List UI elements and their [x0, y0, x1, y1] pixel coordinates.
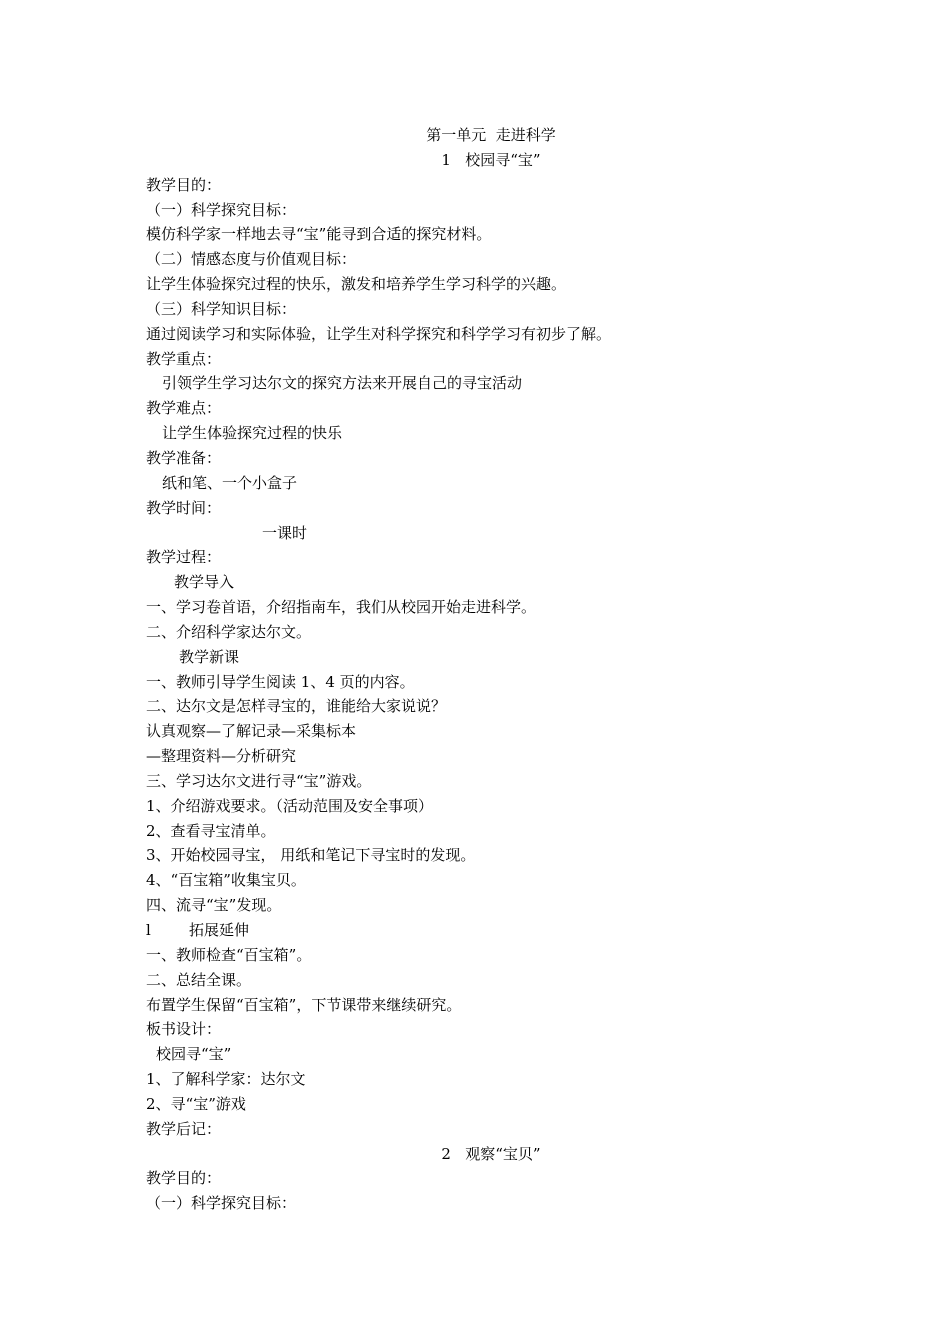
text-line: 教学过程： — [146, 548, 222, 567]
text-line: 一课时 — [262, 523, 308, 542]
text-line: （一）科学探究目标： — [146, 1194, 297, 1213]
unit-title: 第一单元 走进科学 — [426, 126, 556, 144]
text-line: 教学目的： — [146, 1169, 222, 1188]
text-line: 纸和笔、一个小盒子 — [162, 473, 298, 492]
text-line: 引领学生学习达尔文的探究方法来开展自己的寻宝活动 — [162, 374, 523, 393]
text-line: 教学新课 — [179, 647, 240, 666]
text-line: 2、寻“宝”游戏 — [146, 1094, 246, 1113]
text-line: 二、介绍科学家达尔文。 — [146, 622, 312, 641]
text-line: 二、达尔文是怎样寻宝的，谁能给大家说说？ — [146, 697, 447, 716]
text-line: 模仿科学家一样地去寻“宝”能寻到合适的探究材料。 — [146, 225, 492, 244]
text-line: l 拓展延伸 — [146, 921, 249, 939]
text-line: 教学难点： — [146, 399, 222, 418]
text-line: （二）情感态度与价值观目标： — [146, 250, 357, 269]
text-line: 布置学生保留“百宝箱”，下节课带来继续研究。 — [146, 995, 462, 1014]
text-line: 认真观察—了解记录—采集标本 — [146, 722, 357, 741]
text-line: 2、查看寻宝清单。 — [146, 821, 276, 840]
text-line: 一、教师引导学生阅读 1、4 页的内容。 — [146, 672, 415, 691]
text-line: 1、介绍游戏要求。（活动范围及安全事项） — [146, 796, 434, 815]
text-line: 一、学习卷首语，介绍指南车，我们从校园开始走进科学。 — [146, 598, 537, 617]
text-line: 三、学习达尔文进行寻“宝”游戏。 — [146, 771, 372, 790]
document-page — [146, 123, 806, 1216]
text-line: 让学生体验探究过程的快乐 — [162, 424, 343, 443]
text-line: （一）科学探究目标： — [146, 200, 297, 219]
text-line: 板书设计： — [146, 1020, 222, 1039]
text-line: 教学目的： — [146, 175, 222, 194]
text-line: 二、总结全课。 — [146, 970, 252, 989]
text-line: 校园寻“宝” — [156, 1045, 232, 1064]
text-line: 教学重点： — [146, 349, 222, 368]
text-line: 让学生体验探究过程的快乐，激发和培养学生学习科学的兴趣。 — [146, 275, 567, 294]
text-line: —整理资料—分析研究 — [146, 747, 297, 766]
text-line: （三）科学知识目标： — [146, 299, 297, 318]
text-line: 4、“百宝箱”收集宝贝。 — [146, 871, 306, 890]
text-line: 教学准备： — [146, 448, 222, 467]
text-line: 3、开始校园寻宝， 用纸和笔记下寻宝时的发现。 — [146, 846, 476, 865]
lesson-title: 1 校园寻“宝” — [441, 150, 541, 169]
text-line: 教学时间： — [146, 498, 222, 517]
text-line: 教学导入 — [174, 573, 235, 592]
text-line: 一、教师检查“百宝箱”。 — [146, 945, 312, 964]
text-line: 1、了解科学家：达尔文 — [146, 1070, 306, 1089]
lesson-title: 2 观察“宝贝” — [441, 1144, 541, 1163]
text-line: 通过阅读学习和实际体验，让学生对科学探究和科学学习有初步了解。 — [146, 324, 612, 343]
text-line: 四、流寻“宝”发现。 — [146, 896, 282, 915]
text-line: 教学后记： — [146, 1119, 222, 1138]
